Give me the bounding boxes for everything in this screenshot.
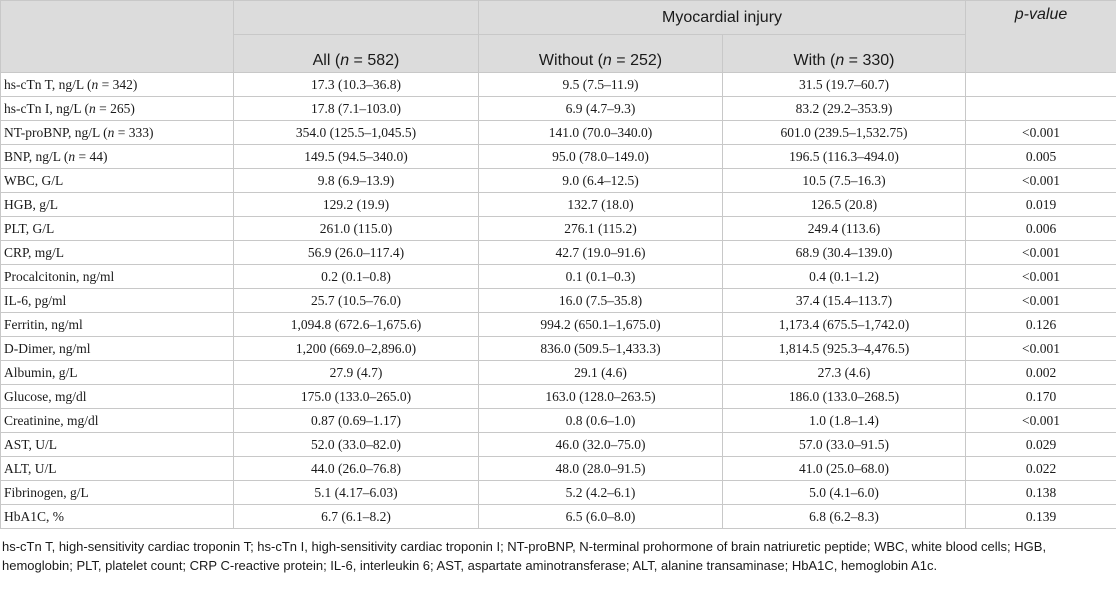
cell-p-value: 0.029 bbox=[966, 433, 1116, 457]
cell-all: 1,200 (669.0–2,896.0) bbox=[234, 337, 479, 361]
header-myocardial-injury: Myocardial injury bbox=[479, 1, 966, 35]
cell-with: 0.4 (0.1–1.2) bbox=[723, 265, 966, 289]
cell-with: 196.5 (116.3–494.0) bbox=[723, 145, 966, 169]
cell-without: 132.7 (18.0) bbox=[479, 193, 723, 217]
cell-p-value: 0.005 bbox=[966, 145, 1116, 169]
row-label-cell: hs-cTn T, ng/L (n = 342) bbox=[1, 73, 234, 97]
cell-with: 249.4 (113.6) bbox=[723, 217, 966, 241]
cell-with: 1,814.5 (925.3–4,476.5) bbox=[723, 337, 966, 361]
cell-with: 126.5 (20.8) bbox=[723, 193, 966, 217]
row-label-cell: D-Dimer, ng/ml bbox=[1, 337, 234, 361]
cell-all: 27.9 (4.7) bbox=[234, 361, 479, 385]
cell-with: 601.0 (239.5–1,532.75) bbox=[723, 121, 966, 145]
cell-p-value: 0.002 bbox=[966, 361, 1116, 385]
cell-all: 25.7 (10.5–76.0) bbox=[234, 289, 479, 313]
header-with: With (n = 330) bbox=[723, 35, 966, 73]
cell-with: 83.2 (29.2–353.9) bbox=[723, 97, 966, 121]
cell-without: 9.5 (7.5–11.9) bbox=[479, 73, 723, 97]
cell-p-value: <0.001 bbox=[966, 169, 1116, 193]
row-label-cell: NT-proBNP, ng/L (n = 333) bbox=[1, 121, 234, 145]
cell-without: 16.0 (7.5–35.8) bbox=[479, 289, 723, 313]
row-label-cell: Procalcitonin, ng/ml bbox=[1, 265, 234, 289]
cell-with: 27.3 (4.6) bbox=[723, 361, 966, 385]
table-row bbox=[1, 169, 1116, 193]
cell-p-value bbox=[966, 97, 1116, 121]
table-row bbox=[1, 433, 1116, 457]
cell-p-value: 0.006 bbox=[966, 217, 1116, 241]
table-header bbox=[1, 1, 1116, 73]
cell-all: 9.8 (6.9–13.9) bbox=[234, 169, 479, 193]
cell-p-value: 0.138 bbox=[966, 481, 1116, 505]
table-row bbox=[1, 361, 1116, 385]
table-row bbox=[1, 505, 1116, 529]
header-blank-all-top bbox=[234, 1, 479, 35]
cell-all: 44.0 (26.0–76.8) bbox=[234, 457, 479, 481]
cell-all: 175.0 (133.0–265.0) bbox=[234, 385, 479, 409]
table-row bbox=[1, 73, 1116, 97]
cell-p-value bbox=[966, 73, 1116, 97]
cell-without: 9.0 (6.4–12.5) bbox=[479, 169, 723, 193]
header-all: All (n = 582) bbox=[234, 35, 479, 73]
table-row bbox=[1, 97, 1116, 121]
row-label-cell: Albumin, g/L bbox=[1, 361, 234, 385]
row-label-cell: HbA1C, % bbox=[1, 505, 234, 529]
row-label-cell: BNP, ng/L (n = 44) bbox=[1, 145, 234, 169]
cell-p-value: <0.001 bbox=[966, 337, 1116, 361]
cell-without: 42.7 (19.0–91.6) bbox=[479, 241, 723, 265]
header-without: Without (n = 252) bbox=[479, 35, 723, 73]
cell-p-value: 0.126 bbox=[966, 313, 1116, 337]
cell-p-value: 0.139 bbox=[966, 505, 1116, 529]
table-row bbox=[1, 145, 1116, 169]
table-row bbox=[1, 289, 1116, 313]
cell-without: 29.1 (4.6) bbox=[479, 361, 723, 385]
table-row bbox=[1, 313, 1116, 337]
table-footnote: hs-cTn T, high-sensitivity cardiac troponin T; hs-cTn I, high-sensitivity cardiac troponin I; NT-proBNP, N-terminal prohormone of brain natriuretic peptide; WBC, white blood cells; HGB, hemoglobin; PLT, platelet count; CRP C-reactive protein; IL-6, interleukin 6; AST, aspartate aminotransferase; ALT, alanine transaminase; HbA1C, hemoglobin A1c. bbox=[2, 539, 1047, 573]
table-row bbox=[1, 337, 1116, 361]
cell-with: 6.8 (6.2–8.3) bbox=[723, 505, 966, 529]
cell-all: 129.2 (19.9) bbox=[234, 193, 479, 217]
cell-without: 0.8 (0.6–1.0) bbox=[479, 409, 723, 433]
cell-without: 95.0 (78.0–149.0) bbox=[479, 145, 723, 169]
cell-without: 5.2 (4.2–6.1) bbox=[479, 481, 723, 505]
row-label-cell: Glucose, mg/dl bbox=[1, 385, 234, 409]
row-label-cell: Ferritin, ng/ml bbox=[1, 313, 234, 337]
row-label-cell: WBC, G/L bbox=[1, 169, 234, 193]
table-row bbox=[1, 265, 1116, 289]
row-label-cell: HGB, g/L bbox=[1, 193, 234, 217]
row-label-cell: Fibrinogen, g/L bbox=[1, 481, 234, 505]
cell-without: 163.0 (128.0–263.5) bbox=[479, 385, 723, 409]
cell-all: 0.87 (0.69–1.17) bbox=[234, 409, 479, 433]
cell-with: 31.5 (19.7–60.7) bbox=[723, 73, 966, 97]
cell-without: 994.2 (650.1–1,675.0) bbox=[479, 313, 723, 337]
table-row bbox=[1, 121, 1116, 145]
header-blank-cell bbox=[1, 1, 234, 73]
header-p-value bbox=[966, 1, 1116, 73]
cell-without: 836.0 (509.5–1,433.3) bbox=[479, 337, 723, 361]
table-row bbox=[1, 241, 1116, 265]
cell-with: 1.0 (1.8–1.4) bbox=[723, 409, 966, 433]
cell-without: 276.1 (115.2) bbox=[479, 217, 723, 241]
cell-with: 10.5 (7.5–16.3) bbox=[723, 169, 966, 193]
cell-p-value: <0.001 bbox=[966, 265, 1116, 289]
cell-p-value: 0.170 bbox=[966, 385, 1116, 409]
cell-all: 17.8 (7.1–103.0) bbox=[234, 97, 479, 121]
table-row bbox=[1, 193, 1116, 217]
row-label-cell: CRP, mg/L bbox=[1, 241, 234, 265]
row-label-cell: Creatinine, mg/dl bbox=[1, 409, 234, 433]
cell-with: 57.0 (33.0–91.5) bbox=[723, 433, 966, 457]
cell-p-value: <0.001 bbox=[966, 289, 1116, 313]
cell-without: 6.9 (4.7–9.3) bbox=[479, 97, 723, 121]
cell-without: 0.1 (0.1–0.3) bbox=[479, 265, 723, 289]
cell-all: 0.2 (0.1–0.8) bbox=[234, 265, 479, 289]
cell-with: 186.0 (133.0–268.5) bbox=[723, 385, 966, 409]
cell-p-value: <0.001 bbox=[966, 241, 1116, 265]
row-label-cell: IL-6, pg/ml bbox=[1, 289, 234, 313]
table-row bbox=[1, 385, 1116, 409]
cell-all: 354.0 (125.5–1,045.5) bbox=[234, 121, 479, 145]
cell-all: 1,094.8 (672.6–1,675.6) bbox=[234, 313, 479, 337]
cell-all: 6.7 (6.1–8.2) bbox=[234, 505, 479, 529]
row-label-cell: ALT, U/L bbox=[1, 457, 234, 481]
cell-without: 48.0 (28.0–91.5) bbox=[479, 457, 723, 481]
cell-p-value: <0.001 bbox=[966, 409, 1116, 433]
cell-without: 141.0 (70.0–340.0) bbox=[479, 121, 723, 145]
cell-all: 17.3 (10.3–36.8) bbox=[234, 73, 479, 97]
header-p-value-text: p-value bbox=[1014, 6, 1068, 23]
cell-with: 5.0 (4.1–6.0) bbox=[723, 481, 966, 505]
cell-p-value: 0.019 bbox=[966, 193, 1116, 217]
cell-p-value: <0.001 bbox=[966, 121, 1116, 145]
cell-with: 37.4 (15.4–113.7) bbox=[723, 289, 966, 313]
cell-without: 46.0 (32.0–75.0) bbox=[479, 433, 723, 457]
row-label-cell: hs-cTn I, ng/L (n = 265) bbox=[1, 97, 234, 121]
cell-without: 6.5 (6.0–8.0) bbox=[479, 505, 723, 529]
cell-with: 68.9 (30.4–139.0) bbox=[723, 241, 966, 265]
table-body bbox=[1, 73, 1116, 529]
table-row bbox=[1, 457, 1116, 481]
row-label-cell: AST, U/L bbox=[1, 433, 234, 457]
table-row bbox=[1, 481, 1116, 505]
cell-with: 1,173.4 (675.5–1,742.0) bbox=[723, 313, 966, 337]
cell-all: 149.5 (94.5–340.0) bbox=[234, 145, 479, 169]
table-row bbox=[1, 409, 1116, 433]
row-label-cell: PLT, G/L bbox=[1, 217, 234, 241]
cell-all: 5.1 (4.17–6.03) bbox=[234, 481, 479, 505]
cell-all: 261.0 (115.0) bbox=[234, 217, 479, 241]
table-row bbox=[1, 217, 1116, 241]
cell-p-value: 0.022 bbox=[966, 457, 1116, 481]
cell-all: 56.9 (26.0–117.4) bbox=[234, 241, 479, 265]
cell-with: 41.0 (25.0–68.0) bbox=[723, 457, 966, 481]
cell-all: 52.0 (33.0–82.0) bbox=[234, 433, 479, 457]
